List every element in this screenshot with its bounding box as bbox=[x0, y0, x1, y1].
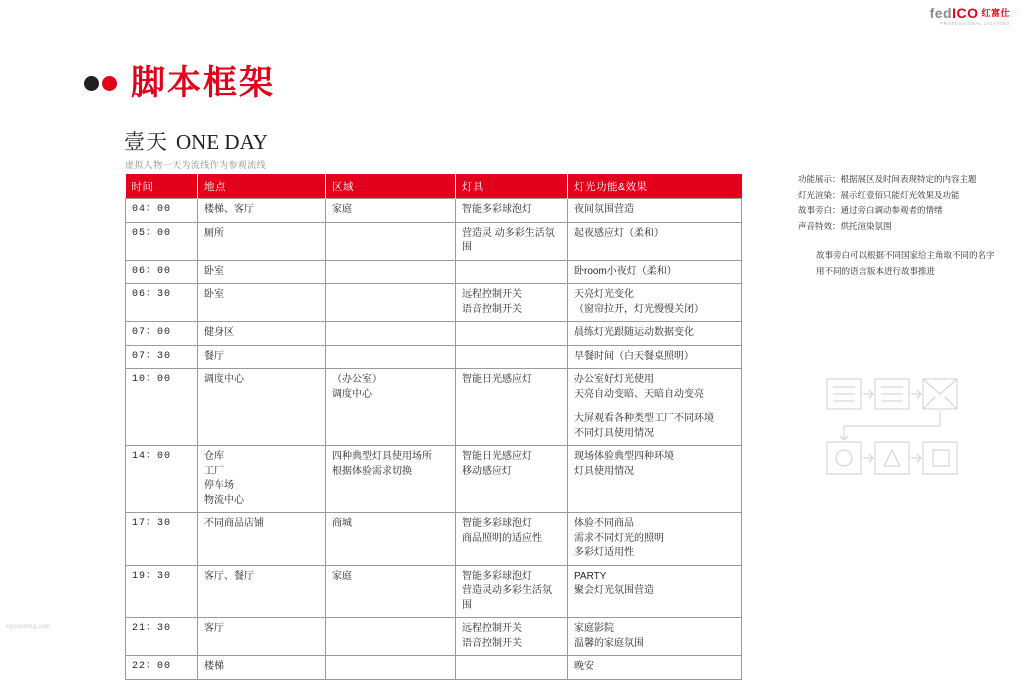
cell-zone: （办公室） 调度中心 bbox=[326, 369, 456, 446]
cell-time: 17：30 bbox=[126, 513, 198, 566]
table-row bbox=[126, 322, 742, 346]
notes-secondary bbox=[816, 248, 1016, 279]
cell-place: 卧室 bbox=[198, 260, 326, 284]
cell-zone: 家庭 bbox=[326, 565, 456, 618]
cell-zone: 四种典型灯具使用场所 根据体验需求切换 bbox=[326, 446, 456, 513]
cell-place: 厕所 bbox=[198, 222, 326, 260]
table-row bbox=[126, 446, 742, 513]
cell-place: 仓库 工厂 停车场 物流中心 bbox=[198, 446, 326, 513]
cell-lamp: 智能日光感应灯 移动感应灯 bbox=[456, 446, 568, 513]
cell-place: 楼梯 bbox=[198, 656, 326, 680]
brand-name-main: fed bbox=[929, 5, 953, 21]
brand-tagline: PROFESSIONAL LIGHTING bbox=[940, 21, 1010, 26]
cell-zone: 家庭 bbox=[326, 199, 456, 223]
note-row bbox=[798, 188, 1013, 204]
note-label: 灯光渲染： bbox=[798, 189, 841, 200]
cell-place: 不同商品店铺 bbox=[198, 513, 326, 566]
column-header-lamp: 灯具 bbox=[456, 174, 568, 199]
section-description: 虚拟人物一天为流线作为参观流线 bbox=[125, 160, 267, 170]
brand-name bbox=[930, 6, 1010, 20]
cell-time: 06：30 bbox=[126, 284, 198, 322]
note-row bbox=[798, 203, 1013, 219]
page-title bbox=[84, 66, 275, 100]
cell-lamp: 智能多彩球泡灯 商品照明的适应性 bbox=[456, 513, 568, 566]
section-title-en: ONE DAY bbox=[176, 130, 268, 154]
cell-time: 22：00 bbox=[126, 656, 198, 680]
brand-name-cn: 红富仕 bbox=[981, 8, 1010, 18]
cell-place: 健身区 bbox=[198, 322, 326, 346]
cell-time: 07：30 bbox=[126, 345, 198, 369]
cell-effect: 晨练灯光跟随运动数据变化 bbox=[568, 322, 742, 346]
table-row bbox=[126, 618, 742, 656]
brand-name-accent: ICO bbox=[952, 5, 979, 21]
cell-time: 07：00 bbox=[126, 322, 198, 346]
cell-zone bbox=[326, 345, 456, 369]
dot-dark-icon bbox=[84, 76, 99, 91]
table-row bbox=[126, 656, 742, 680]
cell-time: 19：30 bbox=[126, 565, 198, 618]
table-row bbox=[126, 199, 742, 223]
cell-lamp bbox=[456, 345, 568, 369]
cell-lamp: 智能多彩球泡灯 bbox=[456, 199, 568, 223]
cell-time: 21：30 bbox=[126, 618, 198, 656]
cell-time: 04：00 bbox=[126, 199, 198, 223]
cell-effect: PARTY 聚会灯光氛围营造 bbox=[568, 565, 742, 618]
table-header-row bbox=[126, 174, 742, 199]
schedule-table bbox=[125, 174, 742, 680]
cell-zone bbox=[326, 222, 456, 260]
notes-list bbox=[798, 172, 1013, 235]
cell-effect: 晚安 bbox=[568, 656, 742, 680]
table-row bbox=[126, 222, 742, 260]
cell-time: 14：00 bbox=[126, 446, 198, 513]
cell-place: 卧室 bbox=[198, 284, 326, 322]
note-text: 通过旁白调动参观者的情绪 bbox=[840, 205, 943, 216]
table-row bbox=[126, 260, 742, 284]
cell-effect: 办公室好灯光使用 天亮自动变暗、天暗自动变亮 大屏观看各种类型工厂不同环境 不同灯具使用情况 bbox=[568, 369, 742, 446]
cell-place: 客厅 bbox=[198, 618, 326, 656]
cell-lamp bbox=[456, 260, 568, 284]
cell-effect: 卧room小夜灯（柔和） bbox=[568, 260, 742, 284]
table-row bbox=[126, 369, 742, 446]
table-row bbox=[126, 345, 742, 369]
note-row bbox=[798, 219, 1013, 235]
column-header-time: 时间 bbox=[126, 174, 198, 199]
cell-effect: 家庭影院 温馨的家庭氛围 bbox=[568, 618, 742, 656]
note-text: 根据展区及时间表现特定的内容主题 bbox=[840, 174, 977, 184]
cell-lamp: 智能日光感应灯 bbox=[456, 369, 568, 446]
brand-logo bbox=[930, 6, 1010, 27]
column-header-place: 地点 bbox=[198, 174, 326, 199]
section-title bbox=[124, 126, 268, 156]
column-header-effect: 灯光功能&效果 bbox=[568, 174, 742, 199]
cell-zone bbox=[326, 260, 456, 284]
cell-effect: 现场体验典型四种环境 灯具使用情况 bbox=[568, 446, 742, 513]
footer-watermark: xgsunteng.com bbox=[6, 624, 51, 630]
column-header-zone: 区域 bbox=[326, 174, 456, 199]
section-title-cn: 壹天 bbox=[124, 131, 168, 154]
note-text: 展示红壹佰只能灯光效果及功能 bbox=[840, 189, 960, 200]
note-label: 故事旁白： bbox=[798, 205, 841, 216]
cell-time: 05：00 bbox=[126, 222, 198, 260]
note-label: 功能展示： bbox=[798, 174, 841, 184]
cell-effect: 体验不同商品 需求不同灯光的照明 多彩灯适用性 bbox=[568, 513, 742, 566]
cell-effect: 夜间氛围营造 bbox=[568, 199, 742, 223]
table-row bbox=[126, 565, 742, 618]
cell-lamp: 远程控制开关 语音控制开关 bbox=[456, 284, 568, 322]
dot-red-icon bbox=[102, 76, 117, 91]
cell-place: 调度中心 bbox=[198, 369, 326, 446]
cell-zone bbox=[326, 322, 456, 346]
cell-zone bbox=[326, 284, 456, 322]
cell-lamp bbox=[456, 322, 568, 346]
cell-zone bbox=[326, 618, 456, 656]
table-row bbox=[126, 284, 742, 322]
cell-lamp: 营造灵 动多彩生活氛围 bbox=[456, 222, 568, 260]
note-label: 声音特效： bbox=[798, 221, 841, 232]
note-text: 烘托渲染氛围 bbox=[840, 221, 892, 232]
cell-place: 餐厅 bbox=[198, 345, 326, 369]
bullet-dots-icon bbox=[84, 76, 117, 91]
cell-place: 楼梯、客厅 bbox=[198, 199, 326, 223]
cell-time: 06：00 bbox=[126, 260, 198, 284]
note-row bbox=[798, 172, 1013, 188]
cell-lamp: 智能多彩球泡灯 营造灵动多彩生活氛围 bbox=[456, 565, 568, 618]
cell-zone bbox=[326, 656, 456, 680]
flow-diagram bbox=[826, 378, 976, 498]
note-secondary-line: 用不同的语言版本进行故事推进 bbox=[816, 265, 936, 276]
cell-lamp: 远程控制开关 语音控制开关 bbox=[456, 618, 568, 656]
page-title-text: 脚本框架 bbox=[131, 64, 275, 102]
cell-effect: 天亮灯光变化 （窗帘拉开，灯光慢慢关闭） bbox=[568, 284, 742, 322]
cell-lamp bbox=[456, 656, 568, 680]
cell-time: 10：00 bbox=[126, 369, 198, 446]
cell-zone: 商城 bbox=[326, 513, 456, 566]
table-row bbox=[126, 513, 742, 566]
cell-effect: 早餐时间（白天餐桌照明） bbox=[568, 345, 742, 369]
cell-place: 客厅、餐厅 bbox=[198, 565, 326, 618]
cell-effect: 起夜感应灯（柔和） bbox=[568, 222, 742, 260]
note-secondary-line: 故事旁白可以根据不同国家给主角取不同的名字 bbox=[816, 250, 995, 260]
